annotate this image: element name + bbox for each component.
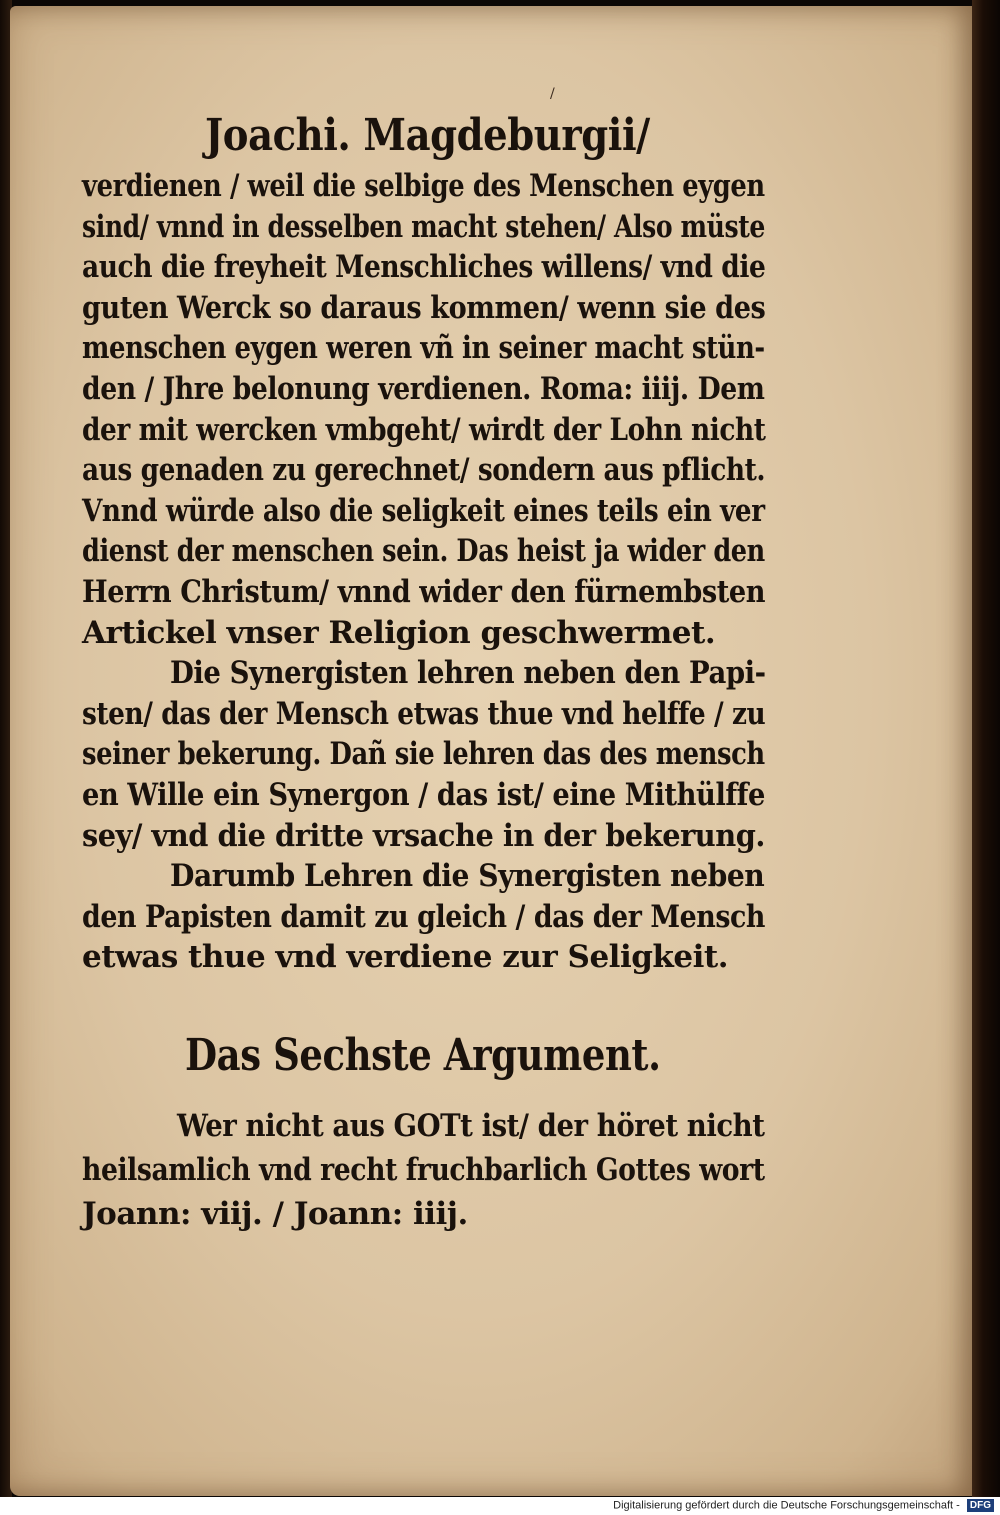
- body-line: Artickel vnser Religion geschwermet.: [82, 614, 716, 651]
- body-line: verdienen / weil die selbige des Menschen eygen: [82, 168, 765, 204]
- body-line: auch die freyheit Menschliches willens/ vnd die: [82, 249, 766, 286]
- body-line: dienst der menschen sein. Das heist ja wider den: [82, 533, 765, 570]
- body-line: menschen eygen weren vñ in seiner macht stün-: [82, 330, 765, 367]
- body-line: Vnnd würde also die seligkeit eines teils ein ver: [82, 492, 765, 529]
- footer-credit-text: Digitalisierung gefördert durch die Deutsche Forschungsgemeinschaft -: [613, 1499, 960, 1512]
- section-line: Joann: viij. / Joann: iiij.: [82, 1196, 468, 1232]
- body-line: Die Synergisten lehren neben den Papi-: [170, 655, 766, 692]
- body-line: sey/ vnd die dritte vrsache in der bekerung.: [82, 817, 765, 854]
- footer-credit: [613, 1499, 994, 1512]
- section-line: heilsamlich vnd recht fruchbarlich Gottes wort: [82, 1152, 765, 1188]
- body-line: der mit wercken vmbgeht/ wirdt der Lohn nicht: [82, 411, 766, 448]
- body-line: etwas thue vnd verdiene zur Seligkeit.: [82, 939, 728, 976]
- dfg-logo-icon: DFG: [967, 1499, 994, 1512]
- running-head: Joachi. Magdeburgii/: [205, 110, 650, 161]
- body-line: guten Werck so daraus kommen/ wenn sie des: [82, 289, 766, 326]
- body-line: sten/ das der Mensch etwas thue vnd helffe / zu: [82, 695, 766, 732]
- body-line: Herrn Christum/ vnnd wider den fürnembsten: [82, 574, 766, 610]
- section-heading: Das Sechste Argument.: [185, 1030, 661, 1081]
- folio-mark: /: [550, 86, 555, 102]
- book-page: [10, 6, 980, 1496]
- section-line: Wer nicht aus GOTt ist/ der höret nicht: [177, 1108, 765, 1144]
- book-spine: [972, 0, 1000, 1515]
- body-line: den Papisten damit zu gleich / das der Mensch: [82, 898, 766, 935]
- body-line: seiner bekerung. Dañ sie lehren das des mensch: [82, 736, 765, 773]
- body-line: Darumb Lehren die Synergisten neben: [170, 858, 765, 895]
- body-line: sind/ vnnd in desselben macht stehen/ Also müste: [82, 208, 765, 245]
- body-line: aus genaden zu gerechnet/ sondern aus pflicht.: [82, 452, 766, 489]
- body-line: den / Jhre belonung verdienen. Roma: iiij. Dem: [82, 371, 765, 407]
- body-line: en Wille ein Synergon / das ist/ eine Mithülffe: [82, 777, 765, 813]
